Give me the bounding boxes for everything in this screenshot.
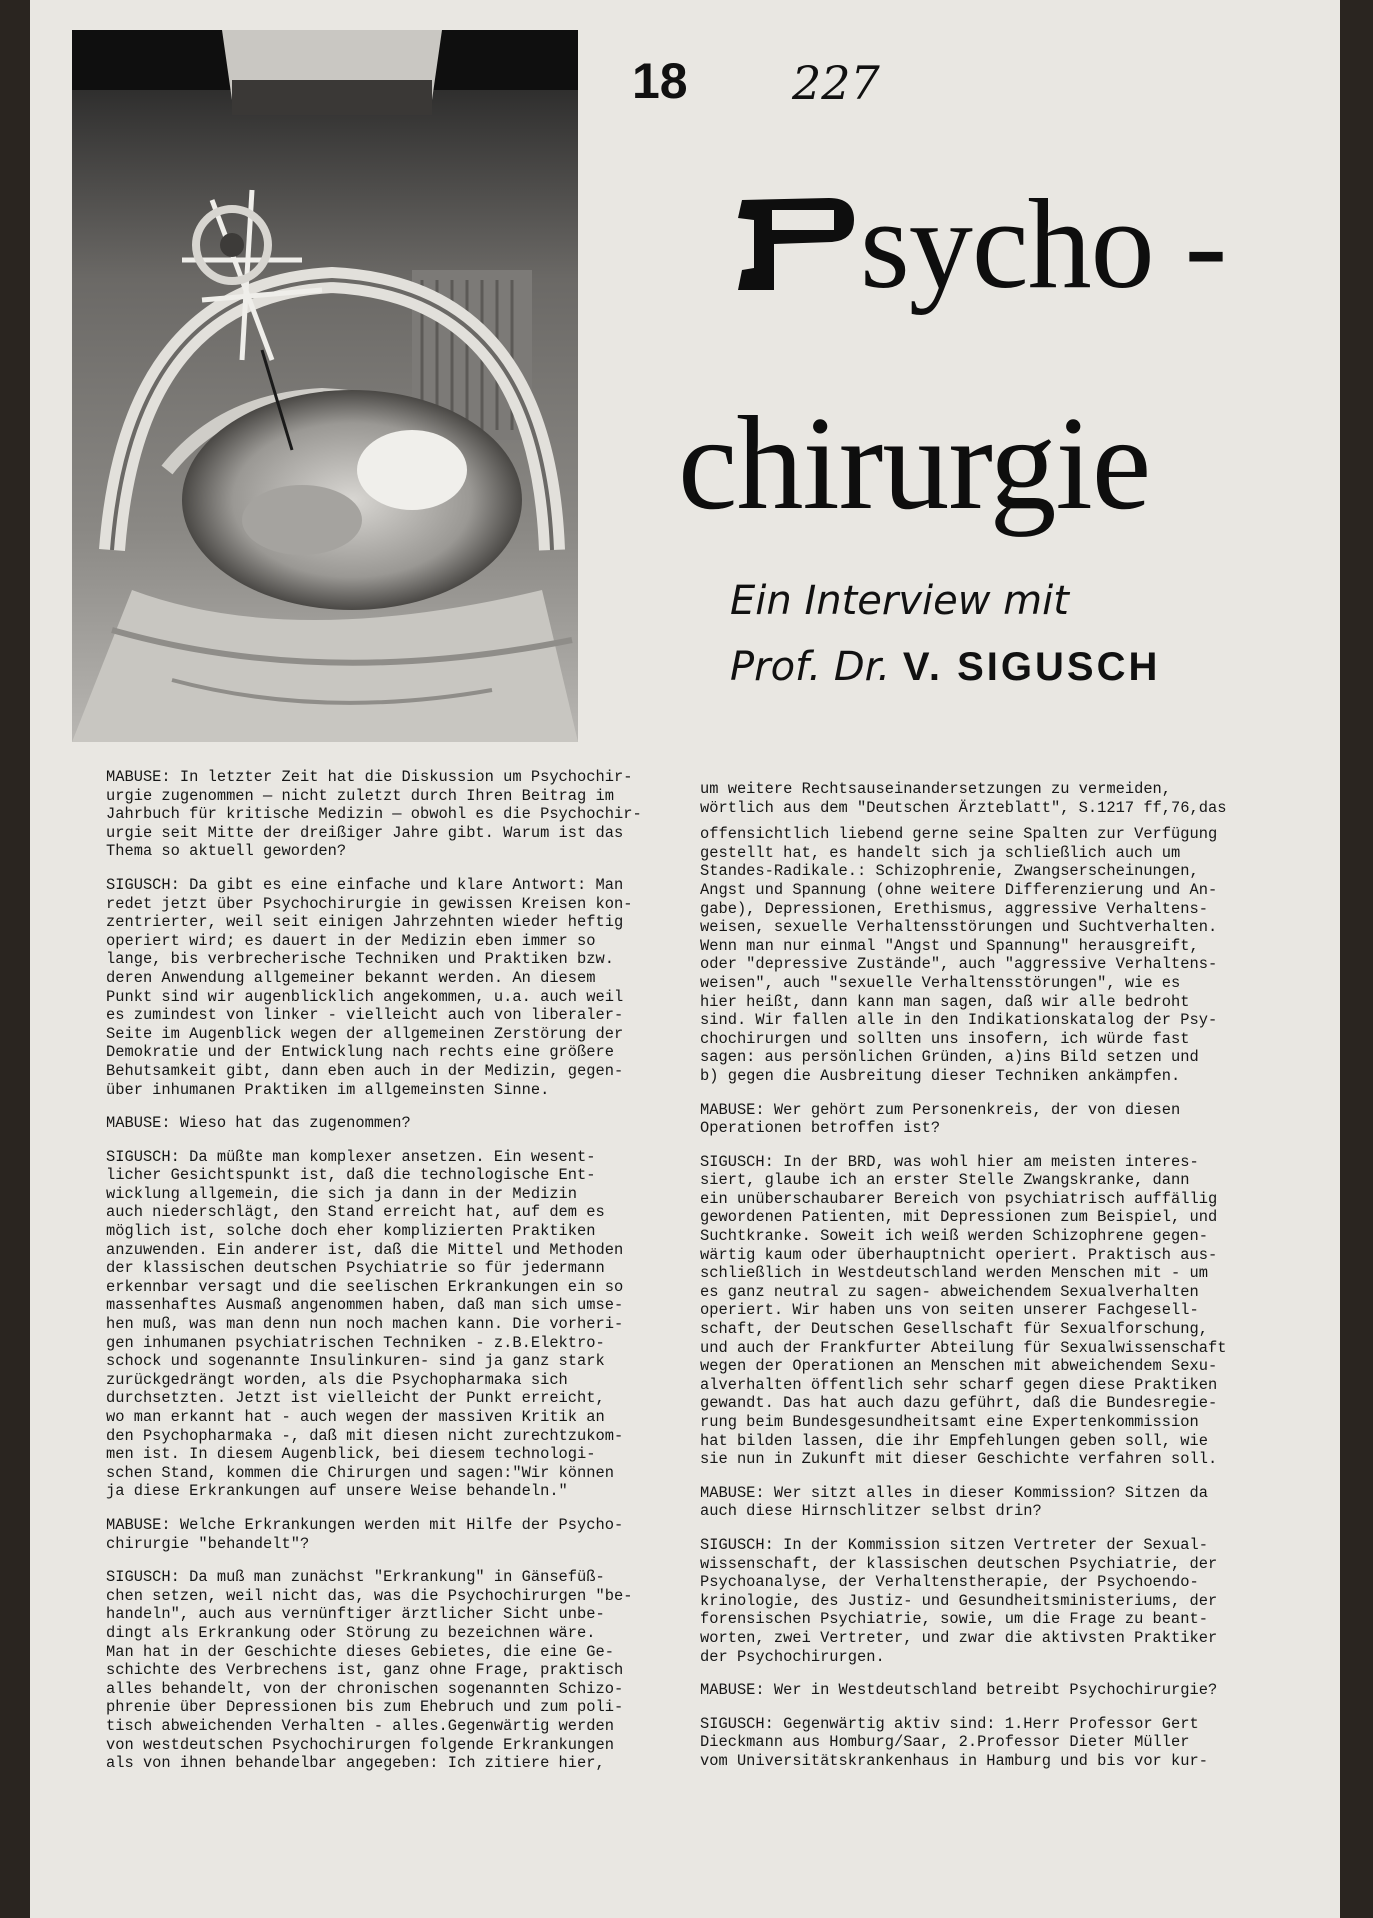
paragraph: SIGUSCH: Gegenwärtig aktiv sind: 1.Herr Professor Gert Dieckmann aus Homburg/Saar, 2.Professor Dieter Müller vom Universitätskrankenhaus in Hamburg und bis vor kur-: [700, 1714, 1208, 1770]
paragraph: SIGUSCH: In der BRD, was wohl hier am meisten interes- siert, glaube ich an erster Stelle Zwangskranke, dann ein unüberschaubarer Bereich von psychiatrisch auffällig gewordenen Patienten, mit Depressionen zum Beispiel, und Suchtkranke. Soweit ich weiß werden Schizophrene gegen- wärtig kaum oder überhauptnicht operiert. Praktisch aus- schließlich in Westdeutschland werden Menschen mit - um es ganz neutral zu sagen- abweichendem Sexualverhalten operiert. Wir haben uns von seiten unserer Fachgesell- schaft, der Deutschen Gesellschaft für Sexualforschung, und auch der Frankfurter Abteilung für Sexualwissenschaft wegen der Operationen an Menschen mit abweichendem Sexu- alverhalten öffentlich sehr scharf gegen diese Praktiken gewandt. Das hat auch dazu geführt, daß die Bundesregie- rung beim Bundesgesundheitsamt eine Expertenkommission hat bilden lassen, die ihr Empfehlungen geben soll, wie sie nun in Zukunft mit dieser Geschichte verfahren soll.: [700, 1152, 1227, 1469]
photo-graphic: [72, 30, 578, 742]
paragraph: MABUSE: Welche Erkrankungen werden mit Hilfe der Psycho- chirurgie "behandelt"?: [106, 1515, 624, 1553]
right-text-column: [700, 780, 1300, 1786]
paragraph: MABUSE: Wer in Westdeutschland betreibt Psychochirurgie?: [700, 1681, 1218, 1700]
author-prefix: Prof. Dr.: [730, 644, 891, 690]
paragraph: MABUSE: Wer gehört zum Personenkreis, der von diesen Operationen betroffen ist?: [700, 1100, 1181, 1138]
headline-line-1: [722, 173, 1227, 315]
subtitle-author: [730, 644, 1160, 690]
subtitle-interview: Ein Interview mit: [730, 578, 1069, 624]
paragraph: SIGUSCH: In der Kommission sitzen Vertreter der Sexual- wissenschaft, der klassischen deutschen Psychiatrie, der Psychoanalyse, der Verhaltenstherapie, der Psychoendo- krinologie, des Justiz- und Gesundheitsministeriums, der forensischen Psychiatrie, sowie, um die Frage zu beant- worten, zwei Vertreter, und zwar die aktivsten Praktiker der Psychochirurgen.: [700, 1535, 1218, 1666]
paragraph: offensichtlich liebend gerne seine Spalten zur Verfügung gestellt hat, es handelt sich ja schließlich auch um Standes-Radikale.: Schizophrenie, Zwangserscheinungen, Angst und Spannung (ohne weitere Differenzierung und An- gabe), Depressionen, Erethismus, aggressive Verhaltens- weisen, sexuelle Verhaltensstörungen und Suchtverhalten. Wenn man nur einmal "Angst und Spannung" herausgreift, oder "depressive Zustände", auch "aggressive Verhaltens- weisen", auch "sexuelle Verhaltensstörungen", wie es hier heißt, dann kann man sagen, daß wir alle bedroht sind. Wir fallen alle in den Indikationskatalog der Psy- chochirurgen und sollten uns insofern, ich würde fast sagen: aus persönlichen Gründen, a)ins Bild setzen und b) gegen die Ausbreitung dieser Techniken ankämpfen.: [700, 825, 1218, 1085]
paragraph: MABUSE: Wieso hat das zugenommen?: [106, 1114, 411, 1133]
magazine-page: [30, 0, 1340, 1918]
stereotactic-surgery-photo: [72, 30, 578, 742]
paragraph: MABUSE: Wer sitzt alles in dieser Kommission? Sitzen da auch diese Hirnschlitzer selbst drin?: [700, 1483, 1208, 1521]
paragraph: SIGUSCH: Da müßte man komplexer ansetzen. Ein wesent- licher Gesichtspunkt ist, daß die technologische Ent- wicklung allgemein, die sich ja dann in der Medizin auch niederschlägt, den Stand erreicht hat, auf dem es möglich ist, solche doch eher komplizierten Praktiken anzuwenden. Ein anderer ist, daß die Mittel und Methoden der klassischen deutschen Psychiatrie so für jedermann erkennbar versagt und die seelischen Erkrankungen ein so massenhaftes Ausmaß angenommen haben, daß man sich umse- hen muß, was man denn nun noch machen kann. Die vorheri- gen inhumanen psychiatrischen Techniken - z.B.Elektro- schock und sogenannte Insulinkuren- sind ja ganz stark zurückgedrängt worden, als die Psychopharmaka sich durchsetzten. Jetzt ist vielleicht der Punkt erreicht, wo man erkannt hat - auch wegen der massiven Kritik an den Psychopharmaka -, daß mit diesen nicht zurechtzukom- men ist. In diesem Augenblick, bei diesem technologi- schen Stand, kommen die Chirurgen und sagen:"Wir können ja diese Erkrankungen auf unsere Weise behandeln.": [106, 1147, 624, 1501]
headline-line-2: chirurgie: [678, 389, 1151, 537]
paragraph: SIGUSCH: Da muß man zunächst "Erkrankung" in Gänsefüß- chen setzen, weil nicht das, was die Psychochirurgen "be- handeln", auch aus vernünftiger ärztlicher Sicht unbe- dingt als Erkrankung oder Störung zu bezeichnen wäre. Man hat in der Geschichte dieses Gebietes, die eine Ge- schichte des Verbrechens ist, ganz ohne Frage, praktisch alles behandelt, von der chronischen sogenannten Schizo- phrenie über Depressionen bis zum Ehebruch und zum poli- tisch abweichenden Verhalten - alles.Gegenwärtig werden von westdeutschen Psychochirurgen folgende Erkrankungen als von ihnen behandelbar angegeben: Ich zitiere hier,: [106, 1568, 633, 1773]
author-name: V. SIGUSCH: [902, 645, 1161, 689]
page-number: 18: [632, 53, 688, 109]
paragraph: SIGUSCH: Da gibt es eine einfache und klare Antwort: Man redet jetzt über Psychochirurgie in gewissen Kreisen kon- zentrierter, weil seit einigen Jahrzehnten wieder heftig operiert wird; es dauert in der Medizin eben immer so lange, bis verbrecherische Techniken und Praktiken bzw. deren Anwendung allgemeiner bekannt werden. An diesem Punkt sind wir augenblicklich angekommen, u.a. auch weil es zumindest von linker - vielleicht auch von liberaler- Seite im Augenblick wegen der allgemeinen Zerstörung der Demokratie und der Entwicklung nach rechts eine größere Behutsamkeit gibt, dann eben auch in der Medizin, gegen- über inhumanen Praktiken im allgemeinsten Sinne.: [106, 875, 633, 1099]
handwritten-archive-number: 227: [792, 56, 880, 110]
paragraph: um weitere Rechtsauseinandersetzungen zu vermeiden, wörtlich aus dem "Deutschen Ärzteblatt", S.1217 ff,76,das: [700, 780, 1227, 817]
left-text-column: [106, 768, 712, 1788]
headline-line-1-text: sycho -: [860, 173, 1227, 315]
paragraph: MABUSE: In letzter Zeit hat die Diskussion um Psychochir- urgie zugenommen — nicht zuletzt durch Ihren Beitrag im Jahrbuch für kritische Medizin — obwohl es die Psychochir- urgie seit Mitte der dreißiger Jahre gibt. Warum ist das Thema so aktuell geworden?: [106, 768, 642, 861]
